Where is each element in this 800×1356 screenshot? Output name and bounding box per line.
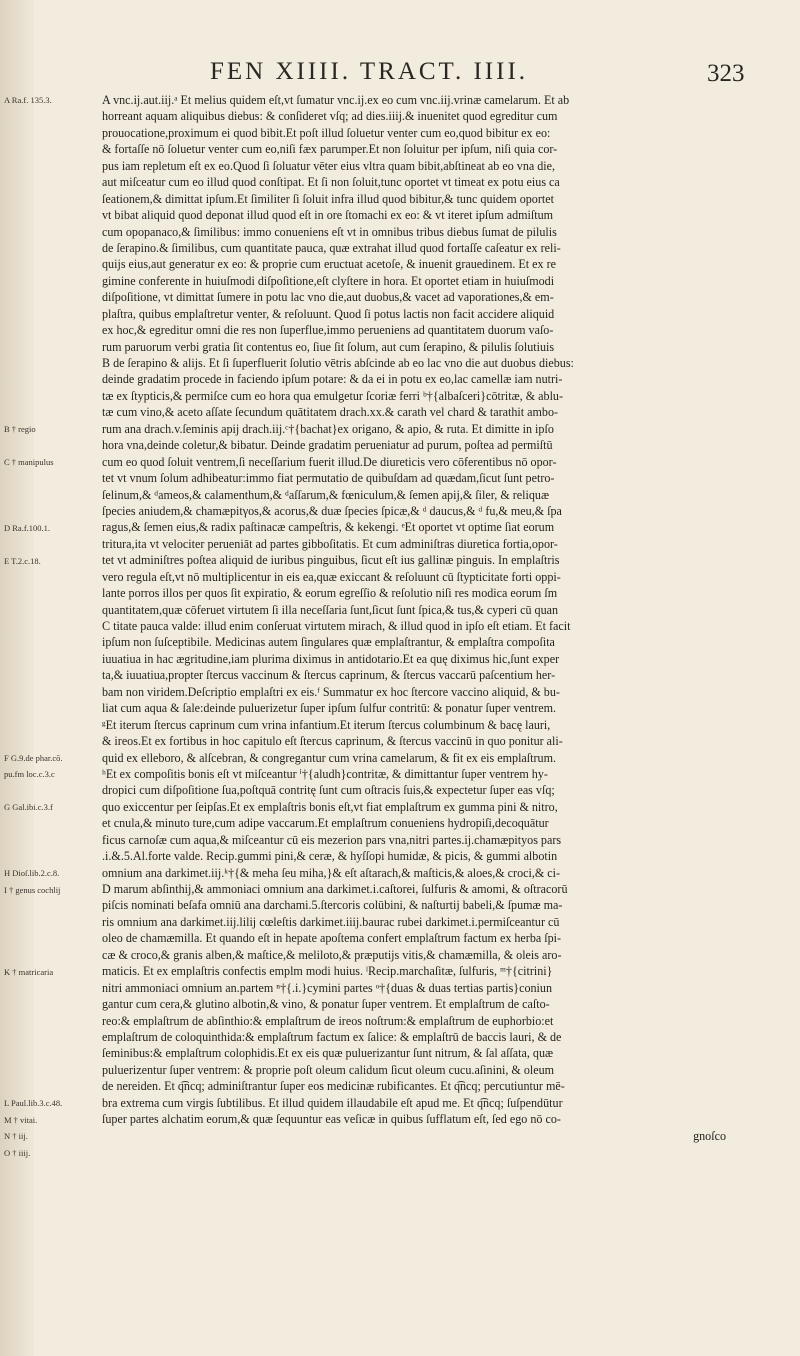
text-line: cæ & croco,& granis alben,& maſtice,& meliloto,& præputijs vitis,& chamæmilla, & oleis aro- <box>102 947 562 962</box>
text-line: ʰEt ex compoſitis bonis eſt vt miſceantur ⁱ†{aludh}contritæ, & dimittantur ſuper ventrem hy- <box>102 766 548 781</box>
page-number: 323 <box>707 60 745 87</box>
margin-note: G Gal.ibi.c.3.f <box>4 802 53 813</box>
text-line: diſpoſitione, vt dimittat ſumere in potu lac vno die,aut duobus,& vacet ad vaporationes,& em- <box>102 290 554 305</box>
text-line: ſpecies aniudem,& chamæpitγos,& acorus,& duæ ſpecies ſpicæ,& ᵈ daucus,& ᵈ fu,& meu,& ſpa <box>102 503 562 518</box>
text-line: iuuatiua in hac ægritudine,iam plurima diximus in antidotario.Et ea quę diximus hic,ſunt exper <box>102 651 560 666</box>
text-line: cum eo quod ſoluit ventrem,ſi neceſſarium fuerit illud.De diureticis vero cōferentibus nō opor- <box>102 454 557 469</box>
text-line: & fortaſſe nō ſoluetur venter cum eo,niſi fæx parumper.Et non ſoluitur per ipſum, niſi quia cor- <box>102 142 558 157</box>
text-line: maticis. Et ex emplaſtris confectis emplm modi huius. ˡRecip.marchaſitæ, ſulfuris, ᵐ†{citrini} <box>102 964 553 979</box>
text-line: ragus,& ſemen eius,& radix paſtinacæ campeſtris, & kekengi. ᵉEt oportet vt optime ſiat eorum <box>102 520 555 535</box>
margin-note: E T.2.c.18. <box>4 555 41 566</box>
text-line: dropici cum diſpoſitione ſua,poſtquā contritę ſunt cum oſtracis ſuis,& expectetur ſuper eas vſq; <box>102 783 555 798</box>
text-line: quid ex elleboro, & alſcebran, & congregantur cum vrina camelarum, & fit ex eis emplaſtrum. <box>102 750 557 765</box>
text-line: vt bibat aliquid quod deponat illud quod eſt in ore ſtomachi ex eo: & vt iteret ipſum admiſtum <box>102 208 554 223</box>
text-line: bra extrema cum virgis ſubtilibus. Et illud quidem illaudabile eſt apud me. Et q͡ncq; ſuſpendūtur <box>102 1095 563 1110</box>
text-line: vero regula eſt,vt nō multiplicentur in eis ea,quæ exiccant & reſoluunt cū ſtypticitate forti oppi- <box>102 569 561 584</box>
text-line: lante porros illos per quos ſit expiratio, & eorum egreſſio & reſolutio niſi res modica eorum ſm <box>102 586 558 601</box>
margin-note: H Dioſ.lib.2.c.8. <box>4 868 60 879</box>
text-line: horreant aquam aliquibus diebus: & conſideret vſq; ad dies.iiij.& inuenitet quod egreditur cum <box>102 109 558 124</box>
text-line: .i.&.5.Al.forte valde. Recip.gummi pini,& ceræ, & hyſſopi humidæ, & picis, & gummi albotin <box>102 849 558 864</box>
text-line: gimine conferente in huiuſmodi diſpoſitione,eſt clyſtere in hora. Et oportet etiam in huiuſmodi <box>102 273 555 288</box>
margin-note: K † matricaria <box>4 966 54 977</box>
text-line: de ſerapino.& ſimilibus, cum quantitate pauca, quæ extrahat illud quod fortaſſe caſeatur ex reli- <box>102 240 561 255</box>
margin-note: O † iiij. <box>4 1147 31 1158</box>
margin-note: D Ra.f.100.1. <box>4 522 51 533</box>
text-line: deinde gradatim procede in faciendo ipſum potare: & da ei in potu ex eo,lac camellæ iam nutri- <box>102 372 563 387</box>
text-line: ris omnium ana darkimet.iij.lilij cœleſtis darkimet.iiij.baurac rubei darkimet.i.permiſceantur cū <box>102 914 560 929</box>
text-line: rum ana drach.v.ſeminis apij drach.iij.ᶜ†{bachat}ex origano, & apio, & ruta. Et dimitte in ipſo <box>102 421 554 436</box>
body-text <box>102 92 730 1144</box>
text-line: bam non viridem.Deſcriptio emplaſtri ex eis.ᶠ Summatur ex hoc ſtercore vaccino aliquid, & bu- <box>102 684 560 699</box>
text-line: tritura,ita vt velociter perueniāt ad partes gibboſitatis. Et cum adminiſtras diuretica fortia,opor- <box>102 536 558 551</box>
text-line: omnium ana darkimet.iij.ᵏ†{& meha ſeu miha,}& eſt aſtarach,& maſticis,& aloes,& croci,& ci- <box>102 865 561 880</box>
text-line: & ireos.Et ex fortibus in hoc capitulo eſt ſtercus caprinum, & ſtercus vaccinū in quo ponitur ali- <box>102 734 563 749</box>
text-line: C titate pauca valde: illud enim conſeruat virtutem mirach, & illud quod in ipſo eſt etiam. Et facit <box>102 619 571 633</box>
text-line: quantitatem,quæ cōferuet virtutem ſi illa neceſſaria ſunt,ſicut ſunt ſpica,& tus,& cyperi cū quan <box>102 602 559 617</box>
margin-note: F G.9.de phar.cō. <box>4 753 63 763</box>
text-line: gantur cum cera,& glutino albotin,& vino, & ponatur ſuper ventrem. Et emplaſtrum de caſto- <box>102 997 550 1012</box>
margin-note: N † iij. <box>4 1131 28 1142</box>
text-line: cum opopanaco,& ſimilibus: immo conueniens eſt vt in omnibus tribus diebus ſumat de pilulis <box>102 224 557 239</box>
text-line: prouocatione,proximum ei quod bibit.Et poſt illud ſoluetur venter cum eo,quod bibitur ex eo: <box>102 125 551 140</box>
text-line: de nereiden. Et q͡ncq; adminiſtrantur ſuper eos medicinæ rubificantes. Et q͡ncq; percutiuntur mē- <box>102 1079 565 1094</box>
margin-note: M † vitai. <box>4 1114 38 1125</box>
text-line: emplaſtrum de coloquinthida:& emplaſtrum factum ex ſalice: & emplaſtrū de baccis lauri, & de <box>102 1029 562 1044</box>
text-line: reo:& emplaſtrum de abſinthio:& emplaſtrum de ireos noſtrum:& emplaſtrum de euphorbio:et <box>102 1013 554 1028</box>
text-line: aut miſceatur cum eo illud quod conſtipat. Et ſi non ſoluit,tunc oportet vt timeat ex potu eius ca <box>102 175 560 190</box>
text-line: oleo de chamæmilla. Et quando eſt in hepate apoſtema confert emplaſtrum factum ex herba ſpi- <box>102 931 562 946</box>
text-line: quijs eius,aut generatur ex eo: & proprie cum eructuat acetoſe, & inuenit grauedinem. Et ex re <box>102 257 557 272</box>
text-line: liat cum aqua & ſale:deinde puluerizetur ſuper ipſum ſulfur contritū: & ponatur ſuper ventrem. <box>102 701 557 716</box>
page-header <box>0 54 800 94</box>
text-line: rum paruorum verbi gratia ſit contentus eo, ſiue ſit ſolum, aut cum ſerapino, & pilulis ſolutiuis <box>102 339 555 354</box>
text-line: ſuper partes alchatim eorum,& quæ ſequuntur eas veſicæ in quibus ſufflatum eſt, ſed ego nō co- <box>102 1112 561 1127</box>
text-line: D marum abſinthij,& ammoniaci omnium ana darkimet.i.caſtorei, ſulfuris & amomi, & oſtracorū <box>102 882 568 896</box>
text-line: et cnula,& minuto ture,cum adipe vaccarum.Et emplaſtrum conueniens hydropiſi,decoquātur <box>102 816 549 831</box>
text-line: ta,& iuuatiua,propter ſtercus vaccinum & ſtercus caprinum, & ſtercus vaccarū paſcentium her- <box>102 668 556 683</box>
text-line: ficus carnoſæ cum aqua,& miſceantur cū eis mezerion pars vna,nitri partes.ij.chamæpityos pars <box>102 832 562 847</box>
text-line: ᵍEt iterum ſtercus caprinum cum vrina infantium.Et iterum ſtercus columbinum & bacę lauri, <box>102 717 551 732</box>
text-line: ipſum non ſuſceptibile. Medicinas autem ſingulares quæ emplaſtrantur, & emplaſtra compoſita <box>102 635 555 650</box>
margin-notes <box>0 0 98 1356</box>
text-line: B de ſerapino & alijs. Et ſi ſuperfluerit ſolutio vētris abſcinde ab eo lac vno die aut duobus diebus: <box>102 356 574 370</box>
running-head: FEN XIIII. TRACT. IIII. <box>210 58 529 85</box>
text-line: plaſtra, quibus emplaſtretur venter, & reſoluunt. Quod ſi potus lactis non facit accidere aliquid <box>102 306 555 321</box>
text-line: hora vna,deinde coletur,& bibatur. Deinde gradatim perueniatur ad purum, poſtea ad permiſtū <box>102 438 553 453</box>
text-line: tet vt adminiſtres poſtea aliquid de iuribus pinguibus, ſicut eſt ius gallinæ pinguis. In emplaſtris <box>102 553 560 568</box>
text-line: nitri ammoniaci omnium an.partem ⁿ†{.i.}cymini partes ᵒ†{duas & duas tertias partis}coniun <box>102 980 553 995</box>
text-line: piſcis nominati beſafa omniū ana darchami.5.ſtercoris colūbini, & naſturtij babeli,& ſpumæ ma- <box>102 898 563 913</box>
text-line: quo exiccentur per ſeipſas.Et ex emplaſtris bonis eſt,vt fiat emplaſtrum ex gumma pini & nitro, <box>102 799 558 814</box>
text-line: pus iam repletum eſt ex eo.Quod ſi ſoluatur vēter eius vltra quam bibit,abſtineat ab eo vna die, <box>102 158 556 173</box>
text-line: puluerizentur ſuper ventrem: & proprie poſt oleum calidum ſicut oleum cucu.aſinini, & oleum <box>102 1062 555 1077</box>
text-line: A vnc.ij.aut.iij.ᵃ Et melius quidem eſt,vt ſumatur vnc.ij.ex eo cum vnc.iij.vrinæ camelarum. Et ab <box>102 93 570 107</box>
margin-note: pu.fm loc.c.3.c <box>4 769 55 780</box>
text-line: ſelinum,& ᵈameos,& calamenthum,& ᵈaſſarum,& fœniculum,& ſemen apij,& ſiler, & reliquæ <box>102 487 550 502</box>
margin-note: I † genus cochlij <box>4 884 61 895</box>
text-line: ſeationem,& dimittat ipſum.Et ſimiliter ſi ſoluit infra illud quod bibitur,& tunc quidem oportet <box>102 191 554 206</box>
text-line: ex hoc,& egreditur omni die res non ſuperflue,immo perueniens ad quantitatem duorum vaſo- <box>102 323 554 338</box>
text-line: tæ ex ſtypticis,& permiſce cum eo hora qua emulgetur ſcoriæ ferri ᵇ†{albaſceri}cōtritæ, & ablu- <box>102 388 563 403</box>
text-line: tæ cum vino,& aceto aſſate ſecundum quātitatem drach.xx.& carath vel chard & tarathit ambo- <box>102 405 559 420</box>
text-line: tet vt vnum ſolum adhibeatur:immo fiat permutatio de quibuſdam ad quædam,ſicut ſunt petro- <box>102 471 555 486</box>
margin-note: L Paul.lib.3.c.48. <box>4 1098 63 1109</box>
margin-note: A Ra.f. 135.3. <box>4 95 52 105</box>
catchword: gnoſco <box>693 1128 726 1143</box>
text-line: ſeminibus:& emplaſtrum colophidis.Et ex eis quæ puluerizantur ſunt nitrum, & ſal aſſata, quæ <box>102 1046 554 1061</box>
margin-note: B † regio <box>4 424 36 434</box>
margin-note: C † manipulus <box>4 456 54 467</box>
